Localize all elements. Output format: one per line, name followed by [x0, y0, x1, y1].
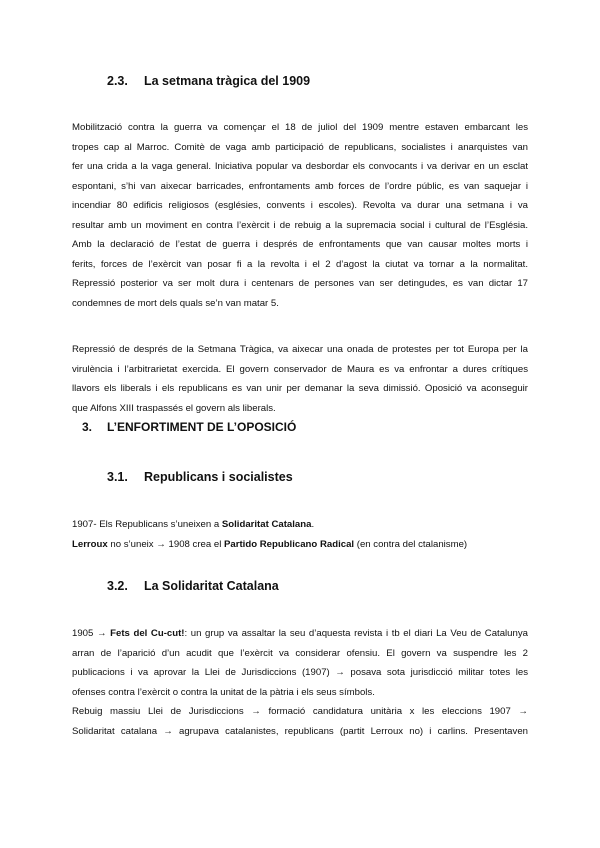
text-line: incendiar 80 edificis religiosos (esglésies, convents i escoles). Revolta va durar una setmana i va — [72, 200, 528, 211]
text-line: fer una crida a la vaga general. Iniciativa popular va desbordar els convocants i va derivar en un esclat — [72, 161, 528, 172]
section-3-number: 3. — [82, 420, 93, 434]
text-line: condemnes de mort dels quals se’n van matar 5. — [72, 297, 279, 309]
text-line: resultar amb un moviment en contra l’exèrcit i de rebuig a la supremacia social i cultural de l’Església. — [72, 219, 528, 231]
paragraph-rebuig — [72, 702, 528, 741]
lerroux-mid: no s’uneix → 1908 crea el — [107, 539, 224, 550]
section-2-3-number: 2.3. — [107, 74, 128, 88]
line-1907-prefix: 1907- Els Republicans s’uneixen a — [72, 519, 222, 530]
section-3-2-title: La Solidaritat Catalana — [144, 579, 279, 593]
section-2-3-title: La setmana tràgica del 1909 — [144, 74, 311, 88]
partido-radical-term: Partido Republicano Radical — [224, 539, 355, 550]
lerroux-term: Lerroux — [72, 539, 108, 550]
line-1907-republicans — [72, 519, 314, 530]
text-line: Solidaritat catalana → agrupava catalanistes, republicans (partit Lerroux no) i carlins. Presentaven — [72, 725, 528, 737]
text-line-first — [72, 624, 528, 644]
text-line: virulència i l’arbitrarietat exercida. El govern conservador de Maura es va enfrontar a dures crítiques — [72, 363, 528, 375]
text-line: Repressió de després de la Setmana Tràgica, va aixecar una onada de protestes per tot Europa per la — [72, 344, 528, 355]
text-line: Repressió posterior va ser molt dura i centenars de persones van ser detingudes, es van dictar 17 — [72, 278, 528, 289]
section-3-1-title: Republicans i socialistes — [144, 470, 293, 484]
section-3-1-number: 3.1. — [107, 470, 128, 484]
cu-cut-prefix: 1905 → — [72, 628, 111, 639]
text-line: Mobilització contra la guerra va començar el 18 de juliol del 1909 mentre estaven embarcant les — [72, 122, 528, 133]
section-3-title: L’ENFORTIMENT DE L’OPOSICIÓ — [107, 420, 297, 434]
text-line: espontani, s’hi van aixecar barricades, enfrontaments amb forces de l’ordre públic, es van saquejar i — [72, 180, 528, 192]
text-line: llavors els liberals i els republicans es van unir per demanar la seva dimissió. Oposició va aconseguir — [72, 383, 528, 394]
text-line: ferits, forces de l’exèrcit van posar fi a la revolta i el 2 d’agost la ciutat va tornar a la normalitat. — [72, 258, 528, 270]
solidaritat-catalana-term: Solidaritat Catalana — [221, 519, 312, 530]
lerroux-suffix: (en contra del ctalanisme) — [354, 539, 468, 550]
line-lerroux — [72, 539, 467, 550]
paragraph-repressio — [72, 340, 528, 418]
text-line: publicacions i va aprovar la Llei de Jurisdiccions (1907) → posava sota jurisdicció militar totes les — [72, 667, 528, 678]
text-line: arran de l’aparició d’un acudit que l’exèrcit va considerar ofensiu. El govern va suspendre les 2 — [72, 647, 528, 659]
fets-cu-cut-term: Fets del Cu-cut! — [110, 628, 185, 639]
paragraph-cu-cut — [72, 624, 528, 702]
section-3-2-number: 3.2. — [107, 579, 128, 593]
line-1907-suffix: . — [311, 519, 315, 530]
text-line: Rebuig massiu Llei de Jurisdiccions → formació candidatura unitària x les eleccions 1907 → — [72, 706, 528, 717]
paragraph-setmana-tragica — [72, 118, 528, 313]
text-line: que Alfons XIII traspassés el govern als liberals. — [72, 402, 276, 414]
text-line: Amb la declaració de l’estat de guerra i després de enfrontaments que van causar moltes morts i — [72, 239, 528, 250]
text-line: ofenses contra l’exèrcit o contra la unitat de la pàtria i els seus símbols. — [72, 686, 375, 698]
cu-cut-rest: : un grup va assaltar la seu d’aquesta revista i tb el diari La Veu de Catalunya — [184, 628, 528, 639]
text-line: tropes cap al Marroc. Comitè de vaga amb participació de republicans, socialistes i anarquistes van — [72, 141, 528, 153]
